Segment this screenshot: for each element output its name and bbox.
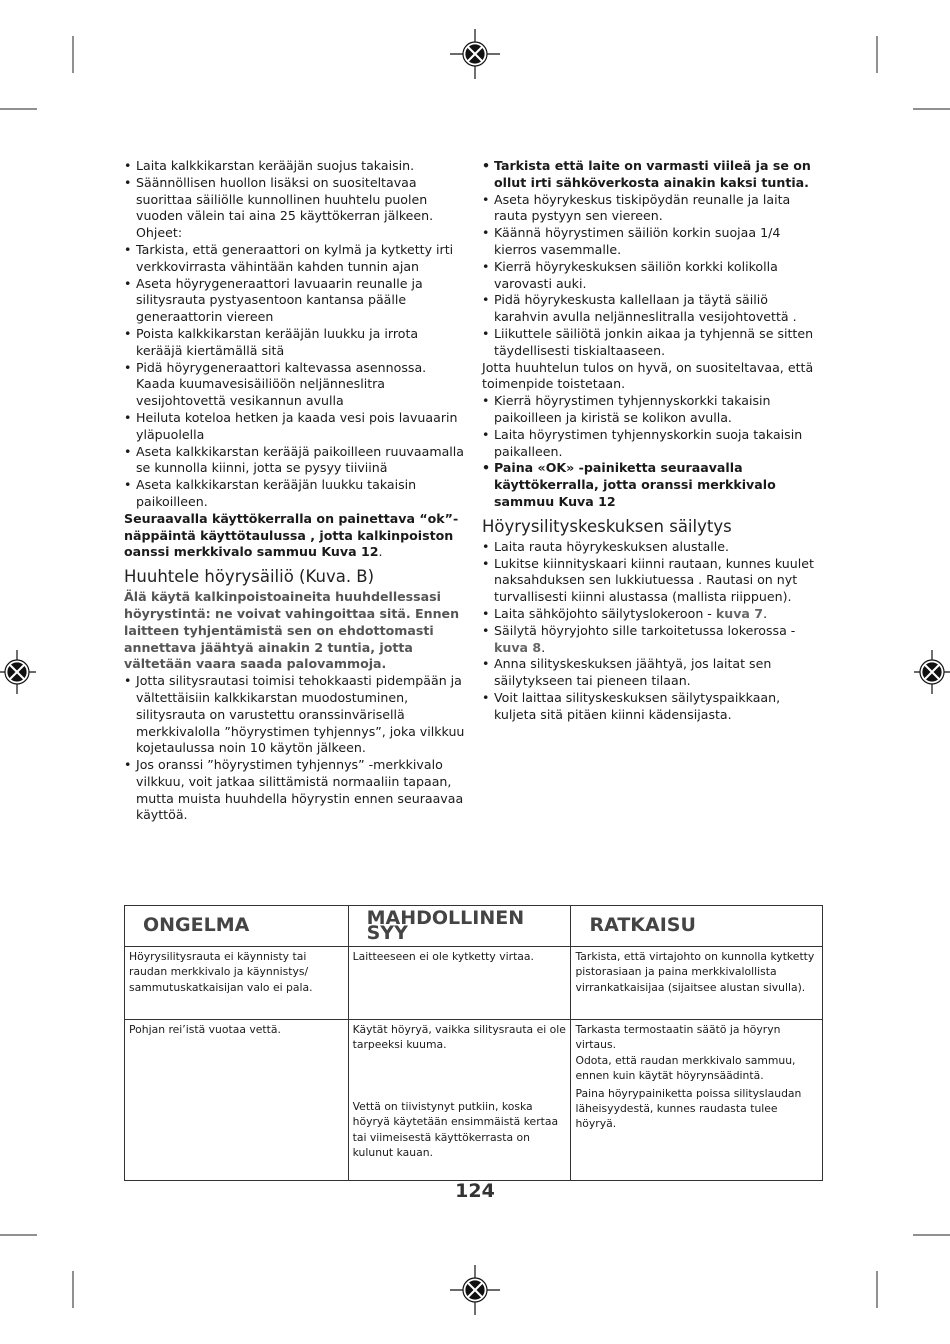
rinse-steps-list	[482, 158, 826, 360]
section-heading-storage: Höyrysilityskeskuksen säilytys	[482, 516, 732, 536]
rinse-info-list	[124, 673, 468, 824]
storage-list	[482, 539, 826, 724]
list-item: • Anna silityskeskuksen jäähtyä, jos laitat sen säilytykseen tai pieneen tilaan.	[482, 656, 826, 690]
list-item: • Käännä höyrystimen säiliön korkin suojaa 1/4 kierros vasemmalle.	[482, 225, 826, 259]
table-row	[125, 1020, 823, 1181]
figure-ref: kuva 7	[715, 605, 764, 621]
solution-cell: Tarkasta termostaatin säätö ja höyryn virtaus. Odota, että raudan merkkivalo sammuu, ennen kuin käytät höyrynsäädintä. Paina höyrypainiketta poissa silityslaudan läheisyydestä, kunnes raudasta tulee höyryä.	[571, 1020, 823, 1181]
header-cause: MAHDOLLINEN SYY	[348, 906, 571, 947]
page-number: 124	[455, 1180, 495, 1202]
section-heading-rinse: Huuhtele höyrysäiliö (Kuva. B)	[124, 567, 375, 587]
cause-cell: Käytät höyryä, vaikka silitysrauta ei ole tarpeeksi kuuma. Vettä on tiivistynyt putkiin, koska höyryä käytetään ensimmäistä kertaa tai viimeisestä käyttökerrasta on kulunut kauan.	[348, 1020, 571, 1181]
rinse-finish-list	[482, 393, 826, 511]
list-item: • Kierrä höyrystimen tyhjennyskorkki takaisin paikoilleen ja kiristä se kolikon avulla.	[482, 393, 826, 427]
warning-text: Älä käytä kalkinpoistoaineita huuhdellessasi höyrystintä: ne voivat vahingoittaa sitä. Ennen laitteen tyhjentämistä sen on ehdottomasti annettava jäähtyä ainakin 2 tuntia, jotta vältetään vaara saada palovammoja.	[124, 589, 460, 672]
troubleshooting-table	[124, 905, 823, 1181]
registration-mark-right	[914, 650, 950, 694]
ok-button-notice: Seuraavalla käyttökerralla on painettava “ok”-näppäintä käyttötaulussa , jotta kalkinpoiston oanssi merkkivalo sammuu Kuva 12.	[124, 510, 459, 560]
list-item: • Laita sähköjohto säilytyslokeroon - kuva 7.	[482, 606, 826, 623]
list-item: • Poista kalkkikarstan kerääjän luukku ja irrota kerääjä kiertämällä sitä	[124, 326, 468, 360]
list-item: • Laita höyrystimen tyhjennyskorkin suoja takaisin paikalleen.	[482, 427, 826, 461]
right-column	[482, 158, 826, 724]
list-item: • Pidä höyrykeskusta kallellaan ja täytä säiliö karahvin avulla neljänneslitralla vesijohtovettä .	[482, 292, 826, 326]
list-item: • Jos oranssi ”höyrystimen tyhjennys” -merkkivalo vilkkuu, voit jatkaa silittämistä normaaliin tapaan, mutta muista huuhdella höyrystin ennen seuraavaa käyttöä.	[124, 757, 468, 824]
problem-cell: Höyrysilitysrauta ei käynnisty tai raudan merkkivalo ja käynnistys/ sammutuskatkaisijan valo ei pala.	[125, 947, 349, 1020]
solution-cell: Tarkista, että virtajohto on kunnolla kytketty pistorasiaan ja paina merkkivalollista virrankatkaisijaa (sijaitsee alustan sivulla).	[571, 947, 823, 1020]
header-solution: RATKAISU	[571, 906, 823, 947]
list-item: • Aseta kalkkikarstan kerääjän luukku takaisin paikoilleen.	[124, 477, 468, 511]
list-item: • Tarkista että laite on varmasti viileä ja se on ollut irti sähköverkosta ainakin kaksi tuntia.	[482, 158, 826, 192]
cause-cell: Laitteeseen ei ole kytketty virtaa.	[348, 947, 571, 1020]
list-item: • Kierrä höyrykeskuksen säiliön korkki kolikolla varovasti auki.	[482, 259, 826, 293]
registration-mark-bottom	[450, 1265, 500, 1315]
list-item: • Paina «OK» -painiketta seuraavalla käyttökerralla, jotta oranssi merkkivalo sammuu Kuva 12	[482, 460, 826, 510]
list-item: • Jotta silitysrautasi toimisi tehokkaasti pidempään ja vältettäisiin kalkkikarstan muodostuminen, silitysrauta on varustettu oranssinvärisellä merkkivalolla ”höyrystimen tyhjennys”, joka vilkkuu kojetaulussa noin 10 käytön jälkeen.	[124, 673, 468, 757]
table-header-row	[125, 906, 823, 947]
repeat-advice: Jotta huuhtelun tulos on hyvä, on suositeltavaa, että toimenpide toistetaan.	[482, 359, 814, 392]
list-item: • Pidä höyrygeneraattori kaltevassa asennossa. Kaada kuumavesisäiliöön neljänneslitra vesijohtovettä vesikannun avulla	[124, 360, 468, 410]
problem-cell: Pohjan rei’istä vuotaa vettä.	[125, 1020, 349, 1181]
registration-mark-top	[450, 29, 500, 79]
list-item: • Säännöllisen huollon lisäksi on suositeltavaa suorittaa säiliölle kunnollinen huuhtelu puolen vuoden välein tai aina 25 käyttökerran jälkeen. Ohjeet:	[124, 175, 468, 242]
list-item: • Heiluta koteloa hetken ja kaada vesi pois lavuaarin yläpuolella	[124, 410, 468, 444]
list-item: • Aseta höyrygeneraattori lavuaarin reunalle ja silitysrauta pystyasentoon kantansa päälle generaattorin viereen	[124, 276, 468, 326]
header-problem: ONGELMA	[125, 906, 349, 947]
list-item: • Aseta kalkkikarstan kerääjä paikoilleen ruuvaamalla se kunnolla kiinni, jotta se pysyy tiiviinä	[124, 444, 468, 478]
left-column	[124, 158, 468, 824]
registration-mark-left	[0, 650, 36, 694]
descaling-steps-list	[124, 158, 468, 511]
table-row	[125, 947, 823, 1020]
list-item: • Lukitse kiinnityskaari kiinni rautaan, kunnes kuulet naksahduksen sen lukkiutuessa . Rautasi on nyt turvallisesti kiinni alustassa (mallista riippuen).	[482, 556, 826, 606]
list-item: • Voit laittaa silityskeskuksen säilytyspaikkaan, kuljeta sitä pitäen kiinni kädensijasta.	[482, 690, 826, 724]
list-item: • Säilytä höyryjohto sille tarkoitetussa lokerossa - kuva 8.	[482, 623, 826, 657]
figure-ref: kuva 8	[494, 639, 542, 655]
list-item: • Laita kalkkikarstan kerääjän suojus takaisin.	[124, 158, 468, 175]
list-item: • Tarkista, että generaattori on kylmä ja kytketty irti verkkovirrasta vähintään kahden tunnin ajan	[124, 242, 468, 276]
list-item: • Liikuttele säiliötä jonkin aikaa ja tyhjennä se sitten täydellisesti tiskialtaaseen.	[482, 326, 826, 360]
list-item: • Laita rauta höyrykeskuksen alustalle.	[482, 539, 826, 556]
list-item: • Aseta höyrykeskus tiskipöydän reunalle ja laita rauta pystyyn sen viereen.	[482, 192, 826, 226]
